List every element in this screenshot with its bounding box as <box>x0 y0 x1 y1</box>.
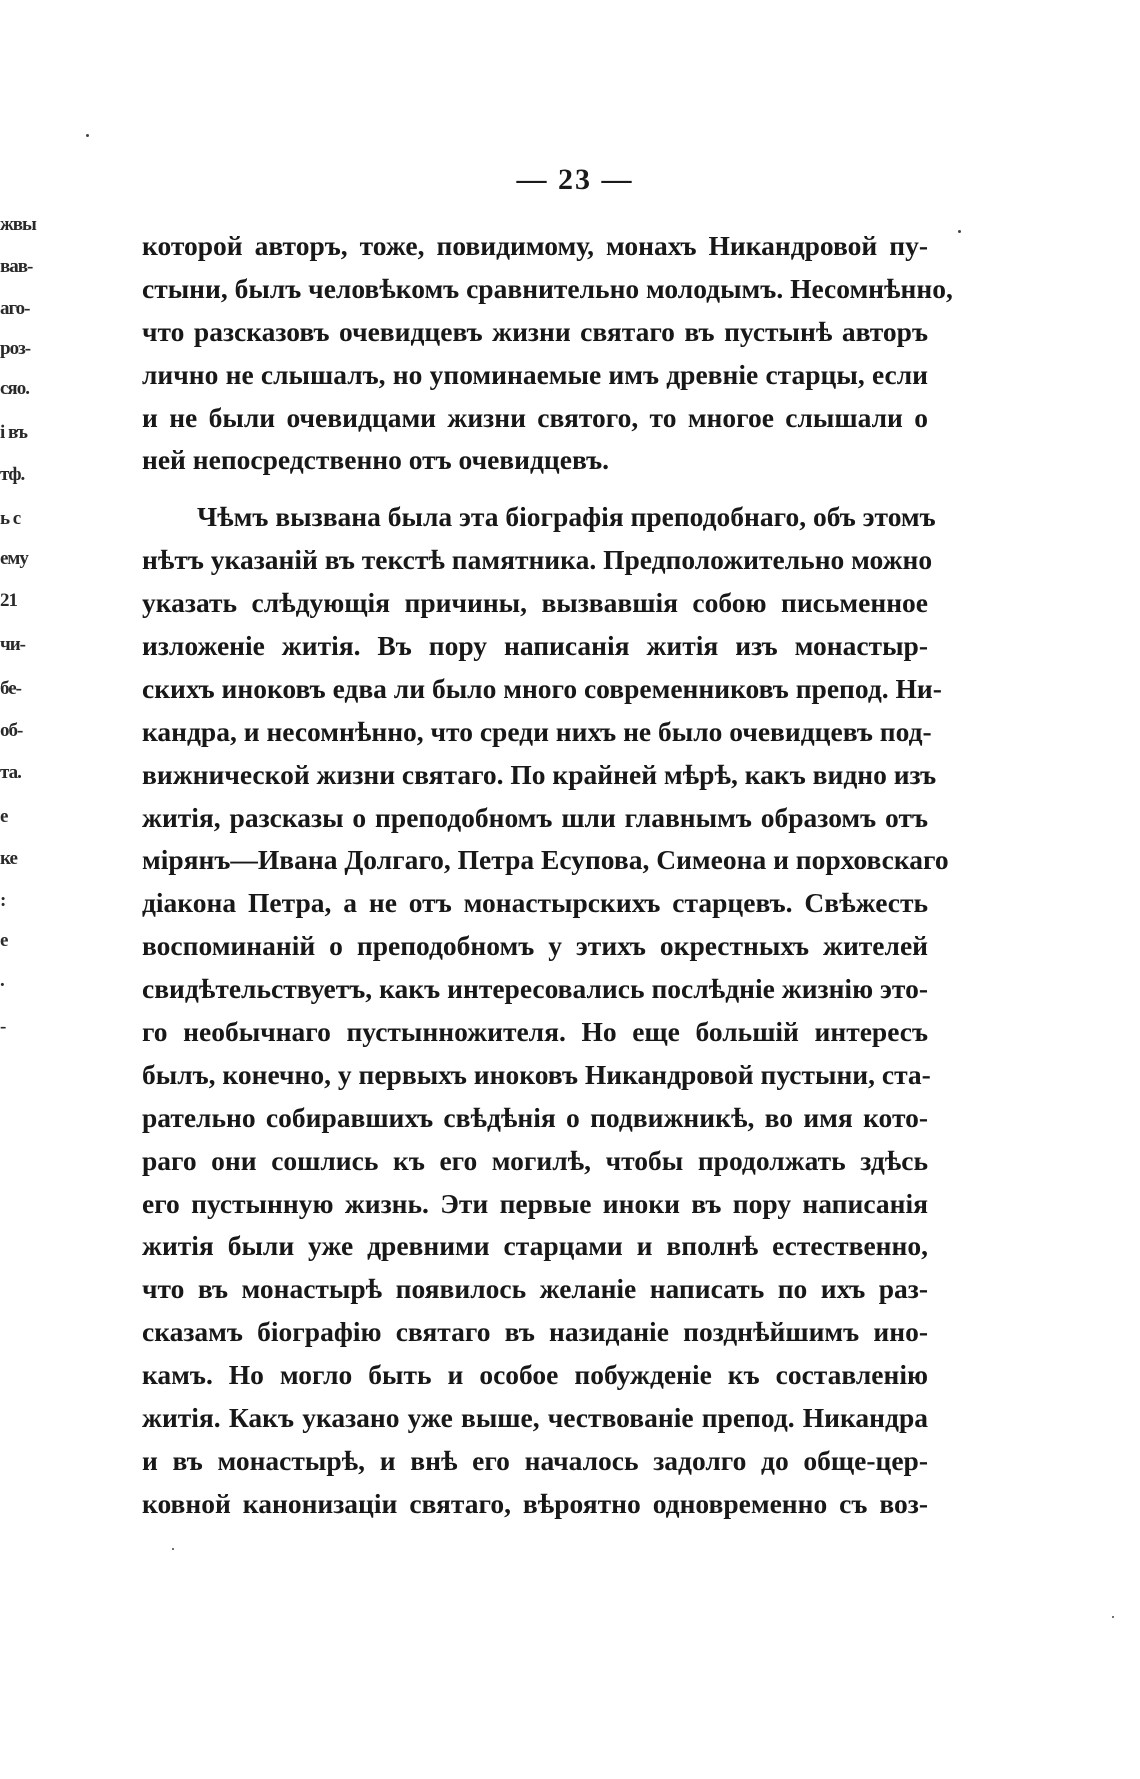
text-line: стыни, былъ человѣкомъ сравнительно молодымъ. Несомнѣнно, <box>142 272 953 304</box>
paragraph-2 <box>142 496 949 1525</box>
text-line: мірянъ—Ивана Долгаго, Петра Есупова, Симеона и порховскаго <box>142 844 949 876</box>
margin-fragment: бе- <box>0 678 22 699</box>
text-line: что въ монастырѣ появилось желаніе написать по ихъ раз- <box>142 1273 928 1305</box>
text-line: рательно собиравшихъ свѣдѣнія о подвижникѣ, во имя кото- <box>142 1101 928 1133</box>
margin-fragment: : <box>0 890 6 911</box>
margin-fragment: е <box>0 806 8 827</box>
text-line: и не были очевидцами жизни святого, то многое слышали о <box>142 401 928 433</box>
paragraph-1 <box>142 225 953 482</box>
margin-fragment: ь с <box>0 508 21 529</box>
text-line: камъ. Но могло быть и особое побужденіе къ составленію <box>142 1359 928 1391</box>
scan-speck <box>172 1548 174 1550</box>
margin-fragment: жвы <box>0 214 36 235</box>
margin-fragment: ему <box>0 548 28 569</box>
margin-fragment: роз- <box>0 338 31 359</box>
text-line: сказамъ біографію святаго въ назиданіе позднѣйшимъ ино- <box>142 1316 928 1348</box>
text-line: кандра, и несомнѣнно, что среди нихъ не было очевидцевъ под- <box>142 715 932 747</box>
margin-fragment: е <box>0 930 8 951</box>
text-line: скихъ иноковъ едва ли было много современниковъ препод. Ни- <box>142 672 942 704</box>
text-line: житія, разсказы о преподобномъ шли главнымъ образомъ отъ <box>142 801 928 833</box>
scan-speck <box>1112 1616 1114 1618</box>
text-line: ней непосредственно отъ очевидцевъ. <box>142 444 610 476</box>
text-line: указать слѣдующія причины, вызвавшія собою письменное <box>142 587 928 619</box>
margin-fragment: чи- <box>0 634 25 655</box>
margin-fragment: вав- <box>0 256 33 277</box>
text-line: что разсказовъ очевидцевъ жизни святаго въ пустынѣ авторъ <box>142 315 928 347</box>
margin-fragment: об- <box>0 720 23 741</box>
margin-fragment: 21 <box>0 590 17 611</box>
scan-speck <box>958 230 961 233</box>
text-line: вижнической жизни святаго. По крайней мѣрѣ, какъ видно изъ <box>142 758 937 790</box>
text-line: нѣтъ указаній въ текстѣ памятника. Предположительно можно <box>142 544 933 576</box>
margin-fragment: і въ <box>0 422 27 443</box>
body-text <box>142 225 953 1526</box>
text-line: діакона Петра, а не отъ монастырскихъ старцевъ. Свѣжесть <box>142 887 928 919</box>
text-line: изложеніе житія. Въ пору написанія житія изъ монастыр- <box>142 630 928 662</box>
text-line: житія были уже древними старцами и вполнѣ естественно, <box>142 1230 928 1262</box>
text-line: былъ, конечно, у первыхъ иноковъ Никандровой пустыни, ста- <box>142 1058 931 1090</box>
paragraph-gap <box>142 482 928 496</box>
margin-fragment: тф. <box>0 464 25 485</box>
text-line: свидѣтельствуетъ, какъ интересовались послѣдніе жизнію это- <box>142 973 928 1005</box>
page-number: — 23 — <box>516 163 634 196</box>
text-line: воспоминаній о преподобномъ у этихъ окрестныхъ жителей <box>142 930 928 962</box>
margin-fragment: та. <box>0 762 21 783</box>
text-line: житія. Какъ указано уже выше, чествованіе препод. Никандра <box>142 1402 928 1434</box>
text-line: которой авторъ, тоже, повидимому, монахъ Никандровой пу- <box>142 230 928 261</box>
margin-fragment: - <box>0 1016 6 1037</box>
text-line: раго они сошлись къ его могилѣ, чтобы продолжать здѣсь <box>142 1144 928 1176</box>
margin-fragment: . <box>0 970 4 991</box>
scan-speck <box>86 134 89 137</box>
text-line: и въ монастырѣ, и внѣ его началось задолго до обще-цер- <box>142 1444 928 1476</box>
margin-fragment: аго- <box>0 298 30 319</box>
margin-fragment: сяо. <box>0 378 29 399</box>
text-line: Чѣмъ вызвана была эта біографія преподобнаго, объ этомъ <box>197 501 936 533</box>
text-line: лично не слышалъ, но упоминаемые имъ древніе старцы, если <box>142 358 928 390</box>
text-line: го необычнаго пустынножителя. Но еще большій интересъ <box>142 1016 928 1048</box>
margin-fragment: ке <box>0 848 17 869</box>
text-line: ковной канонизаціи святаго, вѣроятно одновременно съ воз- <box>142 1487 928 1519</box>
text-line: его пустынную жизнь. Эти первые иноки въ пору написанія <box>142 1187 928 1219</box>
